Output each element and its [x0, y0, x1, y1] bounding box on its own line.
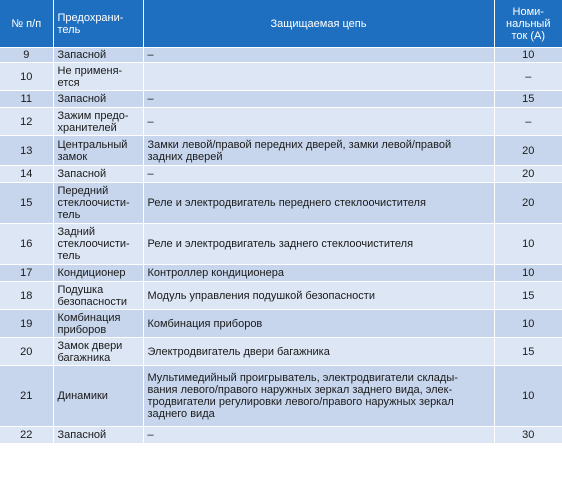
table-row — [0, 366, 562, 427]
cell-current: – — [494, 63, 562, 91]
header-fuse: Предохрани- тель — [53, 0, 143, 48]
cell-circuit: – — [143, 91, 494, 108]
cell-fuse: Замок двери багажника — [53, 338, 143, 366]
cell-circuit: Контроллер кондиционера — [143, 265, 494, 282]
cell-fuse: Запасной — [53, 48, 143, 63]
cell-circuit: Мультимедийный проигрыватель, электродвигатели склады- вания левого/правого наружных зеркал заднего вида, элек- тродвигатели регулировки левого/правого наружных зеркал заднего вида — [143, 366, 494, 427]
cell-fuse: Центральный замок — [53, 136, 143, 166]
cell-number: 12 — [0, 108, 53, 136]
cell-circuit: Комбинация приборов — [143, 310, 494, 338]
cell-circuit: – — [143, 48, 494, 63]
table-row — [0, 265, 562, 282]
cell-fuse: Задний стеклоочисти- тель — [53, 224, 143, 265]
cell-current: 15 — [494, 91, 562, 108]
cell-fuse: Подушка безопасности — [53, 282, 143, 310]
cell-current: 15 — [494, 338, 562, 366]
cell-number: 19 — [0, 310, 53, 338]
table-row — [0, 166, 562, 183]
cell-number: 22 — [0, 427, 53, 444]
cell-fuse: Запасной — [53, 91, 143, 108]
table-row — [0, 310, 562, 338]
cell-current: 10 — [494, 366, 562, 427]
cell-number: 15 — [0, 183, 53, 224]
cell-number: 10 — [0, 63, 53, 91]
table-row — [0, 63, 562, 91]
cell-fuse: Комбинация приборов — [53, 310, 143, 338]
cell-number: 20 — [0, 338, 53, 366]
cell-fuse: Запасной — [53, 166, 143, 183]
cell-number: 9 — [0, 48, 53, 63]
cell-current: 20 — [494, 136, 562, 166]
cell-circuit: Электродвигатель двери багажника — [143, 338, 494, 366]
cell-number: 16 — [0, 224, 53, 265]
table-row — [0, 48, 562, 63]
cell-fuse: Зажим предо- хранителей — [53, 108, 143, 136]
cell-circuit: Модуль управления подушкой безопасности — [143, 282, 494, 310]
cell-circuit: Реле и электродвигатель переднего стеклоочистителя — [143, 183, 494, 224]
cell-current: 30 — [494, 427, 562, 444]
table-row — [0, 108, 562, 136]
cell-fuse: Передний стеклоочисти- тель — [53, 183, 143, 224]
cell-current: 20 — [494, 183, 562, 224]
cell-current: – — [494, 108, 562, 136]
header-circuit: Защищаемая цепь — [143, 0, 494, 48]
cell-circuit: – — [143, 108, 494, 136]
cell-current: 10 — [494, 310, 562, 338]
cell-circuit — [143, 63, 494, 91]
table-row — [0, 427, 562, 444]
cell-number: 14 — [0, 166, 53, 183]
cell-current: 20 — [494, 166, 562, 183]
table-row — [0, 338, 562, 366]
cell-fuse: Запасной — [53, 427, 143, 444]
table-row — [0, 282, 562, 310]
cell-number: 21 — [0, 366, 53, 427]
cell-number: 13 — [0, 136, 53, 166]
cell-fuse: Динамики — [53, 366, 143, 427]
cell-current: 10 — [494, 48, 562, 63]
cell-current: 15 — [494, 282, 562, 310]
table-row — [0, 224, 562, 265]
table-row — [0, 91, 562, 108]
cell-number: 11 — [0, 91, 53, 108]
cell-circuit: Замки левой/правой передних дверей, замки левой/правой задних дверей — [143, 136, 494, 166]
table-row — [0, 136, 562, 166]
header-number: № п/п — [0, 0, 53, 48]
cell-fuse: Не применя- ется — [53, 63, 143, 91]
cell-current: 10 — [494, 265, 562, 282]
header-row — [0, 0, 562, 48]
table-row — [0, 183, 562, 224]
header-current: Номи- нальный ток (А) — [494, 0, 562, 48]
cell-circuit: – — [143, 166, 494, 183]
cell-number: 17 — [0, 265, 53, 282]
cell-current: 10 — [494, 224, 562, 265]
cell-number: 18 — [0, 282, 53, 310]
cell-circuit: – — [143, 427, 494, 444]
cell-circuit: Реле и электродвигатель заднего стеклоочистителя — [143, 224, 494, 265]
cell-fuse: Кондиционер — [53, 265, 143, 282]
